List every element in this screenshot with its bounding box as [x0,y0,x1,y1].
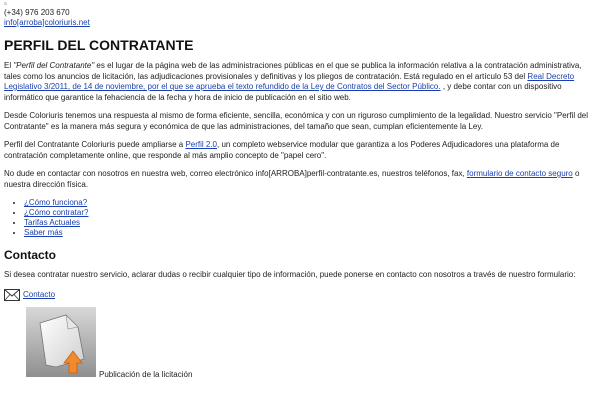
mail-icon[interactable] [4,289,20,301]
contact-text: Si desea contratar nuestro servicio, aclarar dudas o recibir cualquier tipo de información, puede ponerse en contacto con nosotros a través de nuestro formulario: [4,270,576,279]
publication-label: Publicación de la licitación [99,369,193,379]
list-item [24,218,596,228]
real-decreto-link[interactable]: Real Decreto Legislativo 3/2011, de 14 de noviembre, por el que se aprueba el texto refundido de la Ley de Contratos del Sector Público. [4,71,575,91]
page-title: PERFIL DEL CONTRATANTE [4,37,194,53]
contact-link-row[interactable] [4,289,596,301]
coloriuris-paragraph: Desde Coloriuris tenemos una respuesta al mismo de forma eficiente, sencilla, económica y con un riguroso cumplimiento de la legalidad. Nuestro servicio "Perfil del Contratante" es la manera más segura y económica de que las administraciones, del tamaño que sean, cumplan eficientemente la Ley. [4,111,589,131]
contact-us-paragraph: No dude en contactar con nosotros en nuestra web, correo electrónico info[ARROBA]perfil-contratante.es, nuestros teléfonos, fax, formulario de contacto seguro o nuestra dirección física. [4,169,580,189]
contact-heading: Contacto [4,248,56,262]
secure-contact-form-link[interactable]: formulario de contacto seguro [466,169,573,178]
current-rates-link[interactable]: Tarifas Actuales [24,218,81,227]
phone-number: (+34) 976 203 670 [4,8,70,17]
document-upload-icon[interactable] [26,307,96,377]
how-it-works-link[interactable]: ¿Cómo funciona? [24,198,88,207]
list-item [24,208,596,218]
publication-row[interactable] [26,307,596,377]
list-item [24,198,596,208]
perfil-paragraph: Perfil del Contratante Coloriuris puede ampliarse a Perfil 2.0, un completo webservice modular que garantiza a los Poderes Adjudicadores una plataforma de contratación completamente online, que responde al más amplio concepto de "papel cero". [4,140,560,160]
info-links-list [4,198,596,238]
contact-link[interactable]: Contacto [23,290,56,299]
intro-italic: "Perfil del Contratante" [13,61,95,70]
intro-paragraph: El "Perfil del Contratante" es el lugar de la página web de las administraciones públicas en el que se publica la información relativa a la contratación administrativa, tales como los anuncios de licitación, las adjudicaciones provisionales y definitivas y los pliegos de contratación. Está regulado en el artículo 53 del Real Decreto Legislativo 3/2011, de 14 de noviembre, por el que se aprueba el texto refundido de la Ley de Contratos del Sector Público. , y debe contar con un dispositivo informático que garantice la fehaciencia de la fecha y hora de inicio de publicación en el sitio web. [4,61,582,102]
perfil-2-link[interactable]: Perfil 2.0 [185,140,218,149]
how-to-hire-link[interactable]: ¿Cómo contratar? [24,208,89,217]
page-content [4,0,596,377]
top-mark: a [4,1,7,7]
learn-more-link[interactable]: Saber más [24,228,63,237]
email-link[interactable]: info[arroba]coloriuris.net [4,18,90,27]
list-item [24,228,596,238]
